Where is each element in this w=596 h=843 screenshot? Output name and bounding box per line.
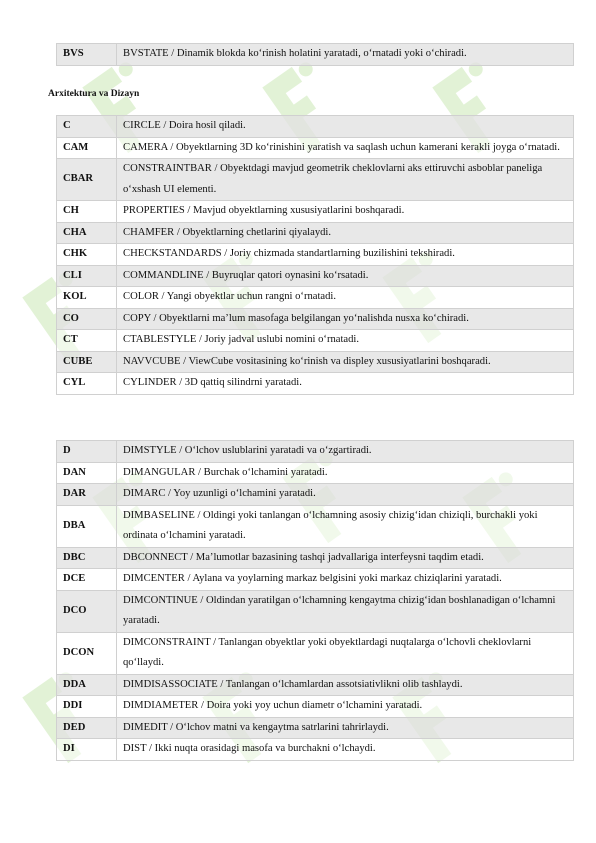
command-code: CAM: [57, 137, 117, 159]
command-description: COLOR / Yangi obyektlar uchun rangni oʻrnatadi.: [117, 287, 574, 309]
table-row: [57, 287, 574, 309]
table-row: [57, 265, 574, 287]
command-code: CHA: [57, 222, 117, 244]
command-description: CAMERA / Obyektlarning 3D koʻrinishini yaratish va saqlash uchun kamerani kerakli joyga oʻrnatadi.: [117, 137, 574, 159]
table-row: [57, 462, 574, 484]
command-description: NAVVCUBE / ViewCube vositasining koʻrinish va displey xususiyatlarini boshqaradi.: [117, 351, 574, 373]
table-row: [57, 116, 574, 138]
command-code: CLI: [57, 265, 117, 287]
command-code: CH: [57, 201, 117, 223]
command-description: DBCONNECT / Ma’lumotlar bazasining tashqi jadvallariga interfeysni taqdim etadi.: [117, 547, 574, 569]
command-code: DI: [57, 739, 117, 761]
command-table-d-body: [57, 441, 574, 761]
table-row: [57, 244, 574, 266]
table-row: [57, 330, 574, 352]
command-description: DIMSTYLE / Oʻlchov uslublarini yaratadi va oʻzgartiradi.: [117, 441, 574, 463]
command-description: DIMCENTER / Aylana va yoylarning markaz belgisini yoki markaz chiziqlarini yaratadi.: [117, 569, 574, 591]
command-code: CT: [57, 330, 117, 352]
command-description: CHECKSTANDARDS / Joriy chizmada standartlarning buzilishini tekshiradi.: [117, 244, 574, 266]
table-row: [57, 717, 574, 739]
command-description: DIMDIAMETER / Doira yoki yoy uchun diametr oʻlchamini yaratadi.: [117, 696, 574, 718]
command-table-d: [56, 440, 574, 761]
table-row: [57, 44, 574, 66]
command-code: KOL: [57, 287, 117, 309]
command-code: CO: [57, 308, 117, 330]
command-description: DIMCONSTRAINT / Tanlangan obyektlar yoki obyektlardagi nuqtalarga oʻlchovli cheklovlarni qoʻllaydi.: [117, 632, 574, 674]
table-row: [57, 674, 574, 696]
command-code: DCE: [57, 569, 117, 591]
command-table-top: [56, 43, 574, 66]
command-code: CUBE: [57, 351, 117, 373]
command-table-top-body: [57, 44, 574, 66]
table-row: [57, 351, 574, 373]
command-code: CHK: [57, 244, 117, 266]
command-code: DED: [57, 717, 117, 739]
table-row: [57, 590, 574, 632]
command-description: CHAMFER / Obyektlarning chetlarini qiyalaydi.: [117, 222, 574, 244]
command-code: DCO: [57, 590, 117, 632]
command-code: DDI: [57, 696, 117, 718]
command-code: DAR: [57, 484, 117, 506]
command-description: CYLINDER / 3D qattiq silindrni yaratadi.: [117, 373, 574, 395]
table-row: [57, 373, 574, 395]
table-row: [57, 484, 574, 506]
table-row: [57, 632, 574, 674]
table-row: [57, 739, 574, 761]
command-code: CBAR: [57, 159, 117, 201]
command-description: DIMEDIT / Oʻlchov matni va kengaytma satrlarini tahrirlaydi.: [117, 717, 574, 739]
command-code: DAN: [57, 462, 117, 484]
command-description: BVSTATE / Dinamik blokda koʻrinish holatini yaratadi, oʻrnatadi yoki oʻchiradi.: [117, 44, 574, 66]
command-description: COPY / Obyektlarni ma’lum masofaga belgilangan yoʻnalishda nusxa koʻchiradi.: [117, 308, 574, 330]
command-description: CIRCLE / Doira hosil qiladi.: [117, 116, 574, 138]
section-title: Arxitektura va Dizayn: [48, 89, 140, 99]
command-code: CYL: [57, 373, 117, 395]
command-description: DIST / Ikki nuqta orasidagi masofa va burchakni oʻlchaydi.: [117, 739, 574, 761]
command-description: COMMANDLINE / Buyruqlar qatori oynasini koʻrsatadi.: [117, 265, 574, 287]
command-code: DBA: [57, 505, 117, 547]
command-table-c-body: [57, 116, 574, 395]
command-code: BVS: [57, 44, 117, 66]
command-description: DIMANGULAR / Burchak oʻlchamini yaratadi.: [117, 462, 574, 484]
table-row: [57, 201, 574, 223]
table-row: [57, 308, 574, 330]
command-description: DIMARC / Yoy uzunligi oʻlchamini yaratadi.: [117, 484, 574, 506]
table-row: [57, 569, 574, 591]
table-row: [57, 222, 574, 244]
command-code: DDA: [57, 674, 117, 696]
command-code: DCON: [57, 632, 117, 674]
table-row: [57, 137, 574, 159]
command-description: PROPERTIES / Mavjud obyektlarning xususiyatlarini boshqaradi.: [117, 201, 574, 223]
command-description: CONSTRAINTBAR / Obyektdagi mavjud geometrik cheklovlarni aks ettiruvchi asboblar paneliga oʻxshash UI elementi.: [117, 159, 574, 201]
table-row: [57, 505, 574, 547]
table-row: [57, 441, 574, 463]
command-code: D: [57, 441, 117, 463]
command-code: DBC: [57, 547, 117, 569]
command-description: CTABLESTYLE / Joriy jadval uslubi nomini oʻrnatadi.: [117, 330, 574, 352]
table-row: [57, 547, 574, 569]
command-table-c: [56, 115, 574, 395]
table-row: [57, 159, 574, 201]
command-description: DIMCONTINUE / Oldindan yaratilgan oʻlchamning kengaytma chizigʻidan boshlanadigan oʻlchamni yaratadi.: [117, 590, 574, 632]
command-code: C: [57, 116, 117, 138]
command-description: DIMBASELINE / Oldingi yoki tanlangan oʻlchamning asosiy chizigʻidan chiziqli, burchakli yoki ordinata oʻlchamini yaratadi.: [117, 505, 574, 547]
table-row: [57, 696, 574, 718]
command-description: DIMDISASSOCIATE / Tanlangan oʻlchamlardan assotsiativlikni olib tashlaydi.: [117, 674, 574, 696]
